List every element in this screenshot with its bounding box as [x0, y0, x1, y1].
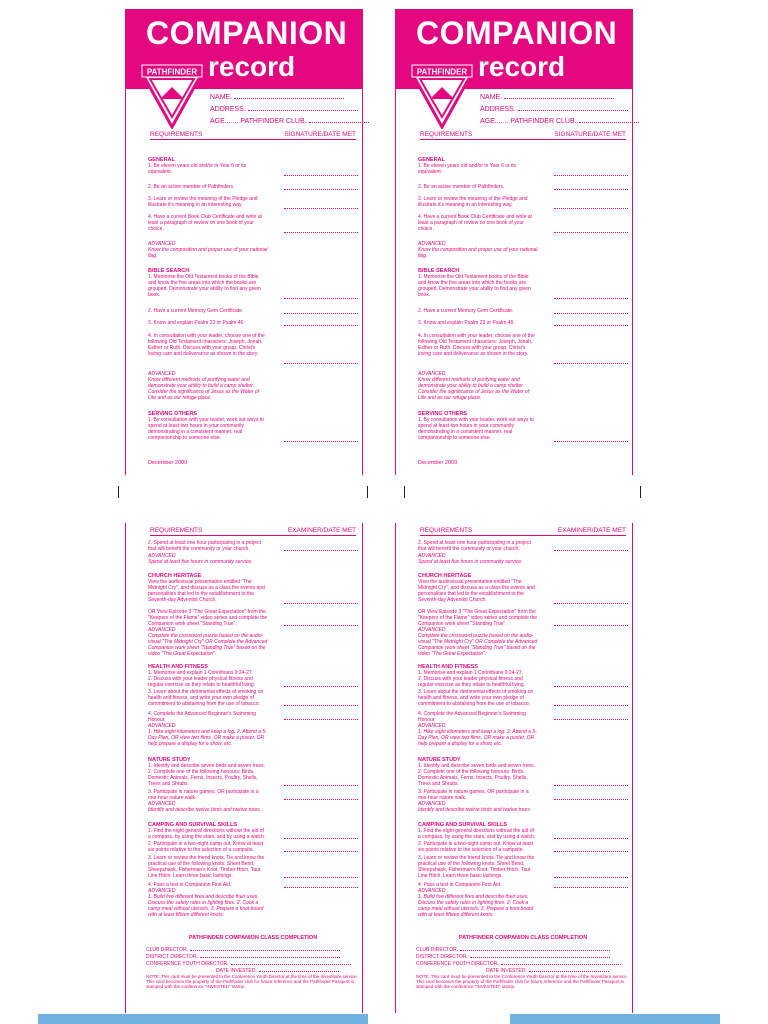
- bottom-color-bar: [510, 1014, 720, 1024]
- signature-line[interactable]: [554, 298, 628, 299]
- signature-line[interactable]: [284, 705, 358, 706]
- address-field[interactable]: ADDRESS.: [210, 105, 358, 113]
- signature-line[interactable]: [284, 325, 358, 326]
- heritage-item: OR View Episode 3 "The Great Expectation" from the "Keepers of the Flame" video series and complete the Companion work sheet "Standing True".: [418, 609, 538, 627]
- signature-line[interactable]: [554, 550, 628, 551]
- nature-item: 1. Identify and describe seven birds and seven trees.: [418, 763, 536, 769]
- signature-line[interactable]: [284, 363, 358, 364]
- card-edge-line: [125, 9, 126, 475]
- serving-title: SERVING OTHERS: [148, 411, 198, 417]
- signature-line[interactable]: [284, 877, 358, 878]
- signature-line[interactable]: [554, 189, 628, 190]
- advanced-text: Know the composition and proper use of your national flag.: [418, 247, 538, 259]
- serving-item: 2. Spend at least one hour participating in a project that will benefit the community or your church.: [148, 540, 261, 552]
- age-club-field[interactable]: AGE....... PATHFINDER CLUB.: [210, 117, 369, 125]
- signature-line[interactable]: [554, 325, 628, 326]
- advanced-text: Spend at least five hours in community service.: [148, 559, 253, 565]
- pathfinder-shield-icon: [410, 59, 474, 129]
- pathfinder-shield-icon: [140, 59, 204, 129]
- heritage-title: CHURCH HERITAGE: [418, 573, 472, 579]
- requirements-header: REQUIREMENTS SIGNATURE/DATE MET: [150, 131, 356, 138]
- completion-note: NOTE: This card must be presented to the Conference Youth Director at the time of the Investiture service. This card becomes the property of the Pathfinder club for future reference and the Pathfinder Passport is stamped with the conference "INVESTED" stamp.: [416, 974, 629, 989]
- health-item: 2. Discuss with your leader physical fitness and regular exercise as they relate to healthful living.: [148, 676, 256, 688]
- signature-line[interactable]: [554, 232, 628, 233]
- age-club-field[interactable]: AGE....... PATHFINDER CLUB.: [480, 117, 639, 125]
- advanced-text: Complete the crossword puzzle based on the audio-visual "The Midnight Cry" OR Complete the Advanced Companion work sheet "Standing True" based on the video "The Great Expectation".: [148, 633, 268, 657]
- name-field[interactable]: NAME.: [210, 93, 344, 101]
- signature-line[interactable]: [284, 313, 358, 314]
- health-item: 4. Complete the Advanced Beginner's Swimming Honour.: [418, 711, 526, 723]
- record-card-back-left: [126, 523, 362, 1013]
- card-subtitle: record: [478, 51, 566, 82]
- advanced-label: ADVANCED: [148, 723, 176, 729]
- advanced-text: Complete the crossword puzzle based on the audio-visual "The Midnight Cry" OR Complete the Advanced Companion work sheet "Standing True" based on the video "The Great Expectation".: [418, 633, 538, 657]
- crop-mark: [404, 486, 405, 498]
- record-card-front-left: [126, 9, 362, 475]
- camping-item: 4. Pass a test in Companion First Aid.: [418, 882, 502, 888]
- address-field[interactable]: ADDRESS.: [480, 105, 628, 113]
- date-invested-line[interactable]: DATE INVESTED.: [486, 966, 609, 974]
- heritage-item: OR View Episode 3 "The Great Expectation" from the "Keepers of the Flame" video series and complete the Companion work sheet "Standing True".: [148, 609, 268, 627]
- card-date: December 2009: [148, 460, 188, 466]
- advanced-text: Know different methods of purifying water and demonstrate your ability to build a camp shelter. Consider the significance of Jesus as the Water of Life and as our refuge place.: [418, 377, 530, 401]
- advanced-label: ADVANCED: [148, 371, 176, 377]
- signature-line[interactable]: [554, 719, 628, 720]
- signature-line[interactable]: [554, 625, 628, 626]
- crop-mark: [367, 486, 368, 498]
- signature-line[interactable]: [554, 175, 628, 176]
- camping-title: CAMPING AND SURVIVAL SKILLS: [418, 822, 508, 828]
- signature-line[interactable]: [284, 838, 358, 839]
- district-director-line[interactable]: DISTRICT DIRECTOR.: [416, 952, 610, 960]
- signature-line[interactable]: [554, 603, 628, 604]
- advanced-label: ADVANCED: [418, 553, 446, 559]
- signature-line[interactable]: [284, 799, 358, 800]
- signature-line[interactable]: [284, 175, 358, 176]
- advanced-label: ADVANCED: [148, 888, 176, 894]
- bible-item: 4. In consultation with your leader, choose one of the following Old Testament characters: Joseph, Jonah, Esther or Ruth. Discuss with your group, Christ's loving care and deliverance as shown in the story.: [148, 333, 265, 357]
- nature-item: 3. Participate in nature games, OR participate in a one-hour nature walk.: [148, 789, 259, 801]
- requirements-header: REQUIREMENTS EXAMINER/DATE MET: [420, 527, 626, 534]
- advanced-label: ADVANCED: [418, 241, 446, 247]
- advanced-text: Know different methods of purifying water and demonstrate your ability to build a camp shelter. Consider the significance of Jesus as the Water of Life and as our refuge place.: [148, 377, 260, 401]
- card-edge-line: [632, 9, 633, 475]
- bible-item: 3. Know and explain Psalm 23 or Psalm 46.: [148, 320, 245, 326]
- record-card-front-right: [396, 9, 632, 475]
- bible-item: 2. Have a current Memory Gem Certificate.: [418, 308, 514, 314]
- conference-director-line[interactable]: CONFERENCE YOUTH DIRECTOR.: [146, 959, 351, 967]
- heritage-item: View the audiovisual presentation entitled "The Midnight Cry", and discuss as a class the events and personalities that led to the establishment to the Seventh-day Adventist Church.: [418, 579, 535, 603]
- requirements-header: REQUIREMENTS EXAMINER/DATE MET: [150, 527, 356, 534]
- logo-text: PATHFINDER: [146, 67, 198, 77]
- completion-title: PATHFINDER COMPANION CLASS COMPLETION: [188, 935, 318, 941]
- advanced-text: Identify and describe twelve birds and twelve trees.: [418, 807, 532, 813]
- card-edge-line: [362, 9, 363, 475]
- nature-title: NATURE STUDY: [418, 757, 461, 763]
- general-item: 3. Learn or review the meaning of the Pledge and illustrate it's meaning in an interesting way.: [418, 196, 528, 208]
- advanced-label: ADVANCED: [148, 801, 176, 807]
- general-item: 4. Have a current Book Club Certificate and write at least a paragraph of review on one book of your choice.: [418, 214, 532, 232]
- signature-line[interactable]: [554, 838, 628, 839]
- heritage-title: CHURCH HERITAGE: [148, 573, 202, 579]
- advanced-label: ADVANCED: [418, 888, 446, 894]
- club-director-line[interactable]: CLUB DIRECTOR.: [146, 945, 340, 953]
- health-item: 3. Learn about the detrimental effects of smoking on health and fitness, and write your own pledge of commitment to abstaining from the use of tobacco.: [418, 689, 534, 707]
- nature-title: NATURE STUDY: [148, 757, 191, 763]
- signature-line[interactable]: [284, 550, 358, 551]
- signature-line[interactable]: [284, 441, 358, 442]
- signature-line[interactable]: [554, 799, 628, 800]
- signature-line[interactable]: [554, 877, 628, 878]
- card-title: COMPANION: [146, 15, 348, 51]
- health-item: 1. Memorise and explain 1 Corinthians 9:24-27.: [148, 670, 254, 676]
- name-field[interactable]: NAME.: [480, 93, 614, 101]
- signature-line[interactable]: [554, 705, 628, 706]
- signature-line[interactable]: [284, 232, 358, 233]
- general-item: 1. Be eleven years old and/or in Year 6 or its equivalent.: [418, 163, 517, 175]
- signature-line[interactable]: [284, 851, 358, 852]
- nature-item: 2. Complete one of the following honours: Birds, Domestic Animals, Ferns, Insects, Poultry, Shells, Trees and Shrubs.: [148, 769, 258, 787]
- serving-item: 1. By consultation with your leader, work out ways to spend at least two hours in your community demonstrating in a consistent manner, real companionship to someone else.: [148, 417, 264, 441]
- advanced-text: Identify and describe twelve birds and twelve trees.: [148, 807, 262, 813]
- serving-item: 2. Spend at least one hour participating in a project that will benefit the community or your church.: [418, 540, 531, 552]
- signature-line[interactable]: [554, 851, 628, 852]
- bible-item: 2. Have a current Memory Gem Certificate.: [148, 308, 244, 314]
- card-edge-line: [395, 9, 396, 475]
- card-edge-line: [395, 523, 396, 1013]
- advanced-label: ADVANCED: [148, 627, 176, 633]
- advanced-label: ADVANCED: [418, 801, 446, 807]
- card-edge-line: [632, 523, 633, 1013]
- health-item: 2. Discuss with your leader physical fitness and regular exercise as they relate to healthful living.: [418, 676, 526, 688]
- general-item: 4. Have a current Book Club Certificate and write at least a paragraph of review on one book of your choice.: [148, 214, 262, 232]
- record-card-back-right: [396, 523, 632, 1013]
- advanced-text: 1. Hike eight kilometers and keep a log. 2. Attend a 5-Day Plan, OR view two films, OR make a poster, OR help prepare a display for a show, etc.: [148, 729, 267, 747]
- camping-title: CAMPING AND SURVIVAL SKILLS: [148, 822, 238, 828]
- health-item: 4. Complete the Advanced Beginner's Swimming Honour.: [148, 711, 256, 723]
- camping-item: 1. Find the eight general directions without the aid of a compass, by using the stars, and by using a watch.: [148, 828, 266, 840]
- logo-text: PATHFINDER: [416, 67, 468, 77]
- nature-item: 2. Complete one of the following honours: Birds, Domestic Animals, Ferns, Insects, Poultry, Shells, Trees and Shrubs.: [418, 769, 528, 787]
- camping-item: 3. Learn or review the friend knots. Tie and know the practical use of the following knots: Sheet Bend, Sheepshank, Fisherman's Knot, Timber Hitch, Taut Line Hitch. Learn three basic lashings.: [418, 855, 535, 879]
- signature-line[interactable]: [284, 686, 358, 687]
- advanced-label: ADVANCED: [148, 241, 176, 247]
- health-item: 3. Learn about the detrimental effects of smoking on health and fitness, and write your own pledge of commitment to abstaining from the use of tobacco.: [148, 689, 264, 707]
- completion-note: NOTE: This card must be presented to the Conference Youth Director at the time of the Investiture service. This card becomes the property of the Pathfinder club for future reference and the Pathfinder Passport is stamped with the conference "INVESTED" stamp.: [146, 974, 359, 989]
- district-director-line[interactable]: DISTRICT DIRECTOR.: [146, 952, 340, 960]
- signature-line[interactable]: [284, 719, 358, 720]
- signature-line[interactable]: [284, 603, 358, 604]
- general-title: GENERAL: [148, 157, 175, 163]
- card-edge-line: [125, 523, 126, 1013]
- signature-line[interactable]: [284, 298, 358, 299]
- crop-mark: [640, 486, 641, 498]
- advanced-text: 1. Build five different fires and describe their uses. Discuss the safety rules in lighting fires. 2. Cook a camp meal without utensils. 3. Prepare a knot board with at least fifteen different knots.: [418, 894, 534, 918]
- advanced-text: 1. Hike eight kilometers and keep a log. 2. Attend a 5-Day Plan, OR view two films, OR make a poster, OR help prepare a display for a show, etc.: [418, 729, 537, 747]
- bible-title: BIBLE SEARCH: [418, 268, 460, 274]
- date-invested-line[interactable]: DATE INVESTED.: [216, 966, 339, 974]
- signature-line[interactable]: [554, 208, 628, 209]
- club-director-line[interactable]: CLUB DIRECTOR.: [416, 945, 610, 953]
- advanced-text: Know the composition and proper use of your national flag.: [148, 247, 268, 259]
- completion-title: PATHFINDER COMPANION CLASS COMPLETION: [458, 935, 588, 941]
- advanced-label: ADVANCED: [418, 627, 446, 633]
- card-title: COMPANION: [416, 15, 618, 51]
- general-item: 2. Be an active member of Pathfinders.: [148, 184, 235, 190]
- bible-item: 1. Memorise the Old Testament books of the Bible and know the five areas into which the books are grouped. Demonstrate your ability to find any given book.: [418, 274, 531, 298]
- nature-item: 1. Identify and describe seven birds and seven trees.: [148, 763, 266, 769]
- nature-item: 3. Participate in nature games, OR participate in a one-hour nature walk.: [418, 789, 529, 801]
- heritage-item: View the audiovisual presentation entitled "The Midnight Cry", and discuss as a class the events and personalities that led to the establishment to the Seventh-day Adventist Church.: [148, 579, 265, 603]
- signature-line[interactable]: [554, 785, 628, 786]
- requirements-header: REQUIREMENTS SIGNATURE/DATE MET: [420, 131, 626, 138]
- serving-title: SERVING OTHERS: [418, 411, 468, 417]
- camping-item: 4. Pass a test in Companion First Aid.: [148, 882, 232, 888]
- conference-director-line[interactable]: CONFERENCE YOUTH DIRECTOR.: [416, 959, 621, 967]
- general-title: GENERAL: [418, 157, 445, 163]
- signature-line[interactable]: [554, 441, 628, 442]
- signature-line[interactable]: [284, 785, 358, 786]
- bible-item: 3. Know and explain Psalm 23 or Psalm 46.: [418, 320, 515, 326]
- camping-item: 2. Participate in a two-night camp out. Know at least six points relative to the selection of a campsite.: [148, 841, 264, 853]
- general-item: 3. Learn or review the meaning of the Pledge and illustrate it's meaning in an interesting way.: [148, 196, 258, 208]
- bottom-color-bar: [38, 1014, 368, 1024]
- bible-item: 1. Memorise the Old Testament books of the Bible and know the five areas into which the books are grouped. Demonstrate your ability to find any given book.: [148, 274, 261, 298]
- signature-line[interactable]: [284, 189, 358, 190]
- signature-line[interactable]: [284, 887, 358, 888]
- advanced-label: ADVANCED: [418, 723, 446, 729]
- general-item: 2. Be an active member of Pathfinders.: [418, 184, 505, 190]
- card-subtitle: record: [208, 51, 296, 82]
- signature-line[interactable]: [554, 686, 628, 687]
- advanced-text: 1. Build five different fires and describe their uses. Discuss the safety rules in lighting fires. 2. Cook a camp meal without utensils. 3. Prepare a knot board with at least fifteen different knots.: [148, 894, 264, 918]
- signature-line[interactable]: [284, 625, 358, 626]
- advanced-label: ADVANCED: [148, 553, 176, 559]
- health-item: 1. Memorise and explain 1 Corinthians 9:24-27.: [418, 670, 524, 676]
- signature-line[interactable]: [554, 363, 628, 364]
- bible-title: BIBLE SEARCH: [148, 268, 190, 274]
- camping-item: 2. Participate in a two-night camp out. Know at least six points relative to the selection of a campsite.: [418, 841, 534, 853]
- signature-line[interactable]: [554, 313, 628, 314]
- signature-line[interactable]: [554, 887, 628, 888]
- health-title: HEALTH AND FITNESS: [418, 664, 478, 670]
- bible-item: 4. In consultation with your leader, choose one of the following Old Testament characters: Joseph, Jonah, Esther or Ruth. Discuss with your group, Christ's loving care and deliverance as shown in the story.: [418, 333, 535, 357]
- serving-item: 1. By consultation with your leader, work out ways to spend at least two hours in your community demonstrating in a consistent manner, real companionship to someone else.: [418, 417, 534, 441]
- camping-item: 3. Learn or review the friend knots. Tie and know the practical use of the following knots: Sheet Bend, Sheepshank, Fisherman's Knot, Timber Hitch, Taut Line Hitch. Learn three basic lashings.: [148, 855, 265, 879]
- card-date: December 2009: [418, 460, 458, 466]
- advanced-text: Spend at least five hours in community service.: [418, 559, 523, 565]
- camping-item: 1. Find the eight general directions without the aid of a compass, by using the stars, and by using a watch.: [418, 828, 536, 840]
- signature-line[interactable]: [284, 208, 358, 209]
- crop-mark: [118, 486, 119, 498]
- card-edge-line: [362, 523, 363, 1013]
- health-title: HEALTH AND FITNESS: [148, 664, 208, 670]
- advanced-label: ADVANCED: [418, 371, 446, 377]
- general-item: 1. Be eleven years old and/or in Year 6 or its equivalent.: [148, 163, 247, 175]
